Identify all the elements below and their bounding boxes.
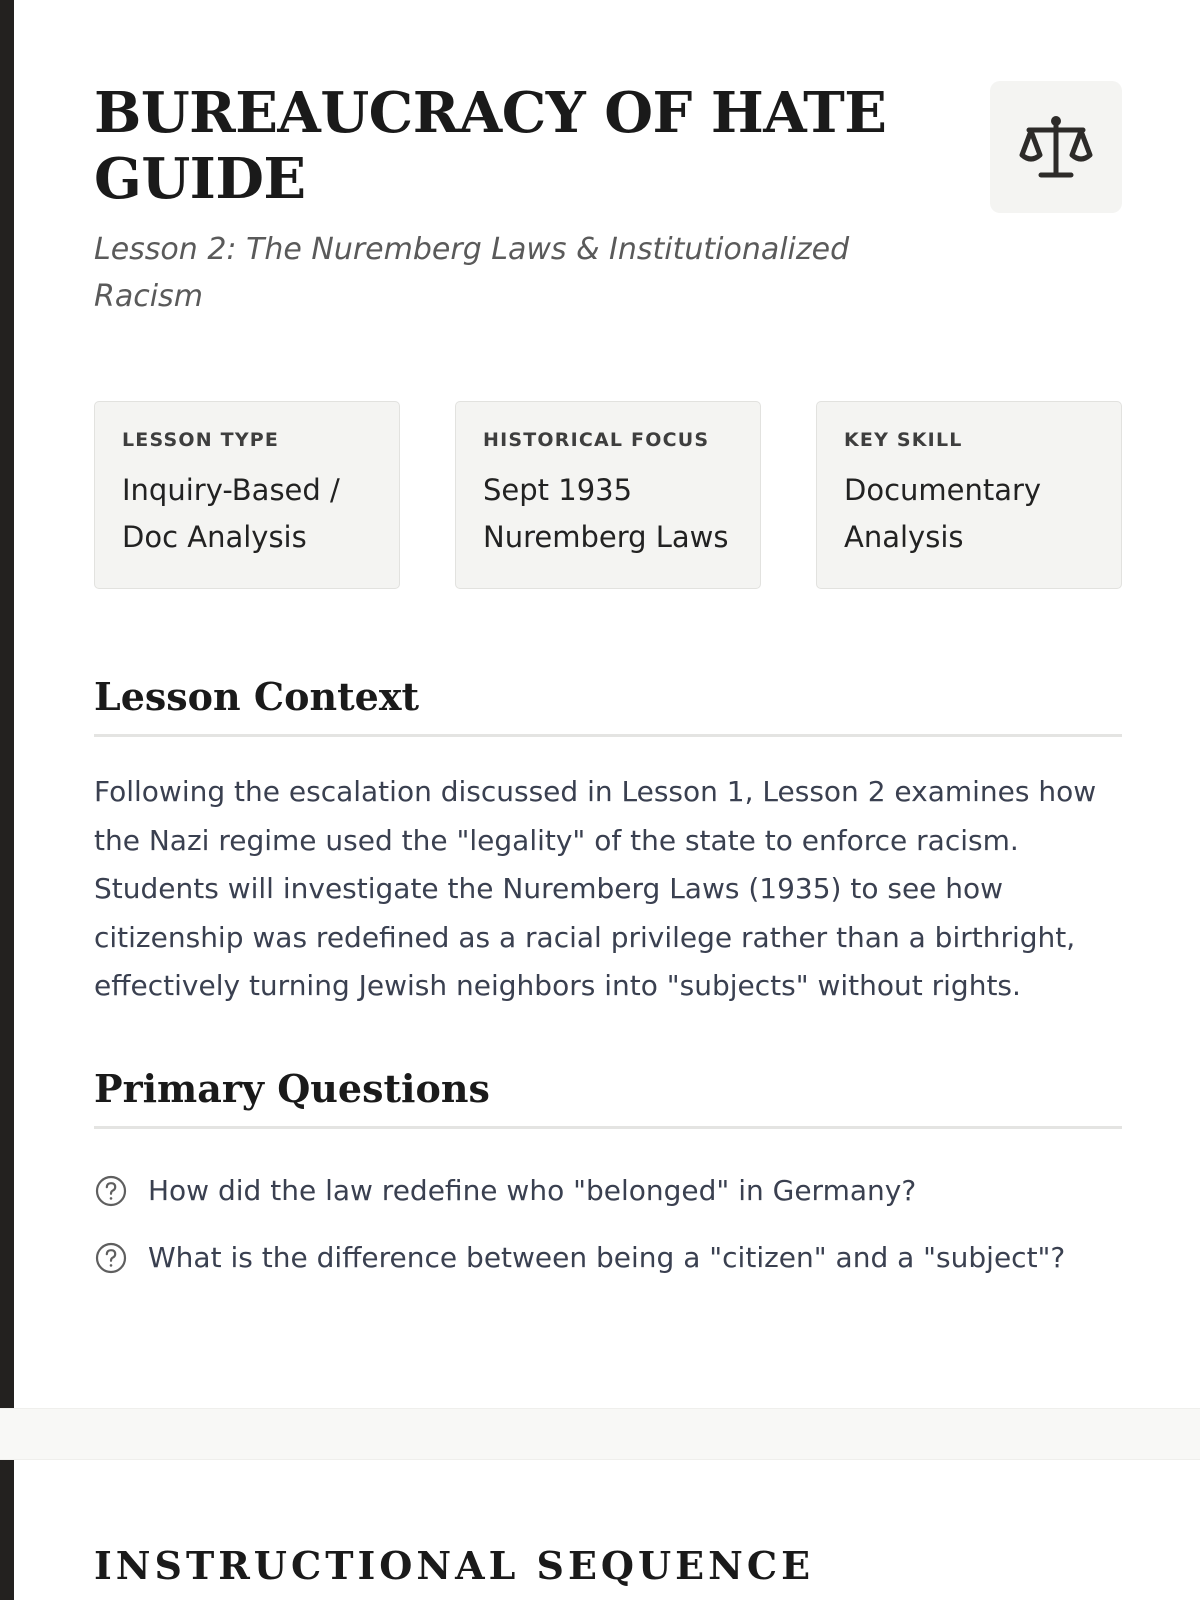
info-card-historical-focus — [455, 401, 761, 589]
info-card-label: HISTORICAL FOCUS — [483, 429, 710, 451]
scales-of-justice-icon — [1019, 113, 1093, 181]
info-card-key-skill — [816, 401, 1122, 589]
instructional-sequence-heading: INSTRUCTIONAL SEQUENCE — [94, 1543, 815, 1588]
info-card-label: KEY SKILL — [844, 429, 963, 451]
list-item — [94, 1157, 1122, 1224]
question-circle-icon — [94, 1241, 128, 1275]
info-card-value: Sept 1935 Nuremberg Laws — [483, 473, 729, 554]
question-text: What is the difference between being a "citizen" and a "subject"? — [148, 1241, 1066, 1274]
list-item — [94, 1224, 1122, 1291]
page-subtitle: Lesson 2: The Nuremberg Laws & Institutionalized Racism — [94, 232, 850, 314]
scales-icon-tile — [990, 81, 1122, 213]
primary-questions-list — [94, 1157, 1122, 1291]
lesson-context-body: Following the escalation discussed in Lesson 1, Lesson 2 examines how the Nazi regime used the "legality" of the state to enforce racism. Students will investigate the Nuremberg Laws (1935) to see how citizenship was redefined as a racial privilege rather than a birthright, effectively turning Jewish neighbors into "subjects" without rights. — [94, 775, 1097, 1002]
question-text: How did the law redefine who "belonged" in Germany? — [148, 1174, 917, 1207]
info-card-lesson-type — [94, 401, 400, 589]
primary-questions-heading: Primary Questions — [94, 1066, 1122, 1129]
question-circle-icon — [94, 1174, 128, 1208]
section-divider-band — [0, 1408, 1200, 1460]
page-title: BUREAUCRACY OF HATE GUIDE — [94, 80, 887, 212]
lesson-context-heading: Lesson Context — [94, 674, 1122, 737]
lesson-info-cards — [94, 401, 1122, 589]
info-card-value: Inquiry-Based / Doc Analysis — [122, 473, 340, 554]
info-card-label: LESSON TYPE — [122, 429, 280, 451]
info-card-value: Documentary Analysis — [844, 473, 1042, 554]
